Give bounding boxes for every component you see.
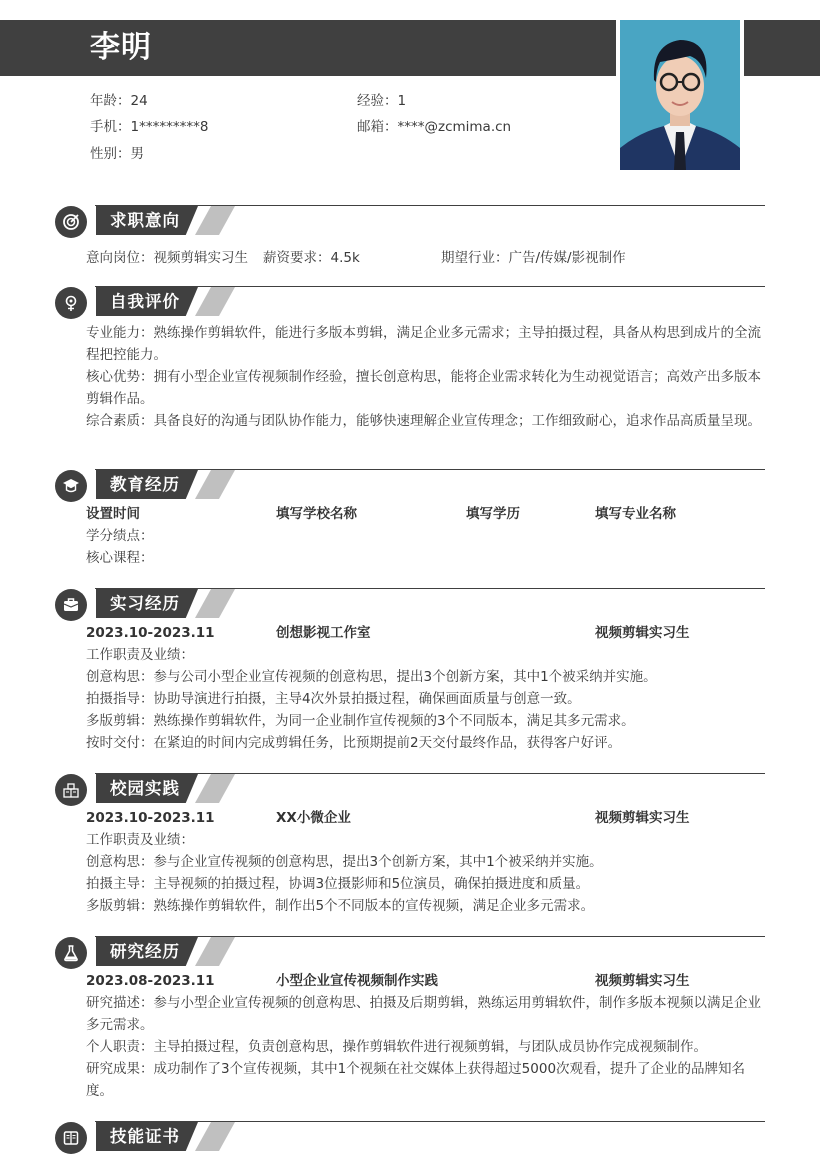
education-time: 设置时间 [86, 506, 140, 522]
list-item: 创意构思：参与公司小型企业宣传视频的创意构思，提出3个创新方案，其中1个被采纳并实施。 [86, 669, 657, 685]
divider [95, 286, 765, 287]
campus-role: 视频剪辑实习生 [595, 810, 690, 826]
section-campus-practice [55, 773, 765, 917]
campus-row [86, 805, 765, 829]
research-paragraph: 个人职责：主导拍摄过程，负责创意构思，操作剪辑软件进行视频剪辑，与团队成员协作完成视频制作。 [86, 1039, 707, 1055]
section-education [55, 469, 765, 569]
section-title: 研究经历 [110, 942, 180, 961]
divider [95, 936, 765, 937]
age-value: 24 [130, 93, 148, 109]
section-title: 求职意向 [110, 211, 180, 230]
list-item: 多版剪辑：熟练操作剪辑软件，为同一企业制作宣传视频的3个不同版本，满足其多元需求。 [86, 713, 635, 729]
divider [95, 205, 765, 206]
major: 填写专业名称 [595, 506, 676, 522]
desired-industry: 期望行业：广告/传媒/影视制作 [441, 250, 626, 266]
gender-value: 男 [130, 146, 144, 162]
internship-row [86, 620, 765, 644]
self-eval-paragraph: 专业能力：熟练操作剪辑软件，能进行多版本剪辑，满足企业多元需求；主导拍摄过程，具备从构思到成片的全流程把控能力。 [86, 325, 761, 363]
internship-role: 视频剪辑实习生 [595, 625, 690, 641]
list-item: 按时交付：在紧迫的时间内完成剪辑任务，比预期提前2天交付最终作品，获得客户好评。 [86, 735, 622, 751]
school-name: 填写学校名称 [276, 506, 357, 522]
section-title: 自我评价 [110, 292, 180, 311]
header-bar-right [744, 20, 820, 76]
internship-org: 创想影视工作室 [276, 625, 371, 641]
phone-field [90, 117, 208, 137]
gpa-label: 学分绩点： [86, 528, 154, 544]
degree: 填写学历 [466, 506, 520, 522]
self-eval-paragraph: 综合素质：具备良好的沟通与团队协作能力，能够快速理解企业宣传理念；工作细致耐心，追求作品高质量呈现。 [86, 413, 761, 429]
target-icon [55, 206, 87, 238]
email-field [357, 117, 511, 137]
section-header [55, 205, 765, 237]
section-title: 教育经历 [110, 475, 180, 494]
campus-time: 2023.10-2023.11 [86, 810, 215, 826]
list-item: 工作职责及业绩： [86, 647, 194, 663]
section-internship [55, 588, 765, 754]
list-item: 创意构思：参与企业宣传视频的创意构思，提出3个创新方案，其中1个被采纳并实施。 [86, 854, 603, 870]
phone-value: 1*********8 [130, 119, 209, 135]
portrait-icon [620, 20, 740, 170]
divider [95, 1121, 765, 1122]
experience-label: 经验： [357, 93, 398, 109]
experience-value: 1 [397, 93, 407, 109]
section-title: 校园实践 [110, 779, 180, 798]
section-job-intention [55, 205, 765, 267]
book-icon [55, 1122, 87, 1154]
section-skills [55, 1121, 765, 1153]
research-project: 小型企业宣传视频制作实践 [276, 973, 438, 989]
phone-label: 手机： [90, 119, 131, 135]
campus-org: XX小微企业 [276, 810, 351, 826]
flower-icon [55, 287, 87, 319]
candidate-name: 李明 [90, 30, 152, 65]
building-icon [55, 774, 87, 806]
list-item: 多版剪辑：熟练操作剪辑软件，制作出5个不同版本的宣传视频，满足企业多元需求。 [86, 898, 595, 914]
section-title: 技能证书 [110, 1127, 180, 1146]
age-label: 年龄： [90, 93, 131, 109]
gender-label: 性别： [90, 146, 131, 162]
salary-requirement: 薪资要求：4.5k [263, 250, 360, 266]
divider [95, 469, 765, 470]
divider [95, 773, 765, 774]
desired-position: 意向岗位：视频剪辑实习生 [86, 250, 248, 266]
courses-label: 核心课程： [86, 550, 154, 566]
self-eval-paragraph: 核心优势：拥有小型企业宣传视频制作经验，擅长创意构思，能将企业需求转化为生动视觉语言；高效产出多版本剪辑作品。 [86, 369, 761, 407]
briefcase-icon [55, 589, 87, 621]
research-paragraph: 研究描述：参与小型企业宣传视频的创意构思、拍摄及后期剪辑，熟练运用剪辑软件，制作多版本视频以满足企业多元需求。 [86, 995, 761, 1033]
research-time: 2023.08-2023.11 [86, 973, 215, 989]
graduation-cap-icon [55, 470, 87, 502]
age-field [90, 91, 148, 111]
section-self-evaluation [55, 286, 765, 432]
research-role: 视频剪辑实习生 [595, 973, 690, 989]
internship-time: 2023.10-2023.11 [86, 625, 215, 641]
profile-photo [620, 20, 740, 170]
research-paragraph: 研究成果：成功制作了3个宣传视频，其中1个视频在社交媒体上获得超过5000次观看，提升了企业的品牌知名度。 [86, 1061, 746, 1099]
education-row [86, 501, 765, 525]
gender-field [90, 144, 144, 164]
list-item: 拍摄指导：协助导演进行拍摄，主导4次外景拍摄过程，确保画面质量与创意一致。 [86, 691, 581, 707]
experience-field [357, 91, 406, 111]
email-value: ****@zcmima.cn [397, 119, 512, 135]
research-row [86, 968, 765, 992]
email-label: 邮箱： [357, 119, 398, 135]
list-item: 工作职责及业绩： [86, 832, 194, 848]
divider [95, 588, 765, 589]
section-title: 实习经历 [110, 594, 180, 613]
list-item: 拍摄主导：主导视频的拍摄过程，协调3位摄影师和5位演员，确保拍摄进度和质量。 [86, 876, 590, 892]
section-research [55, 936, 765, 1102]
flask-icon [55, 937, 87, 969]
